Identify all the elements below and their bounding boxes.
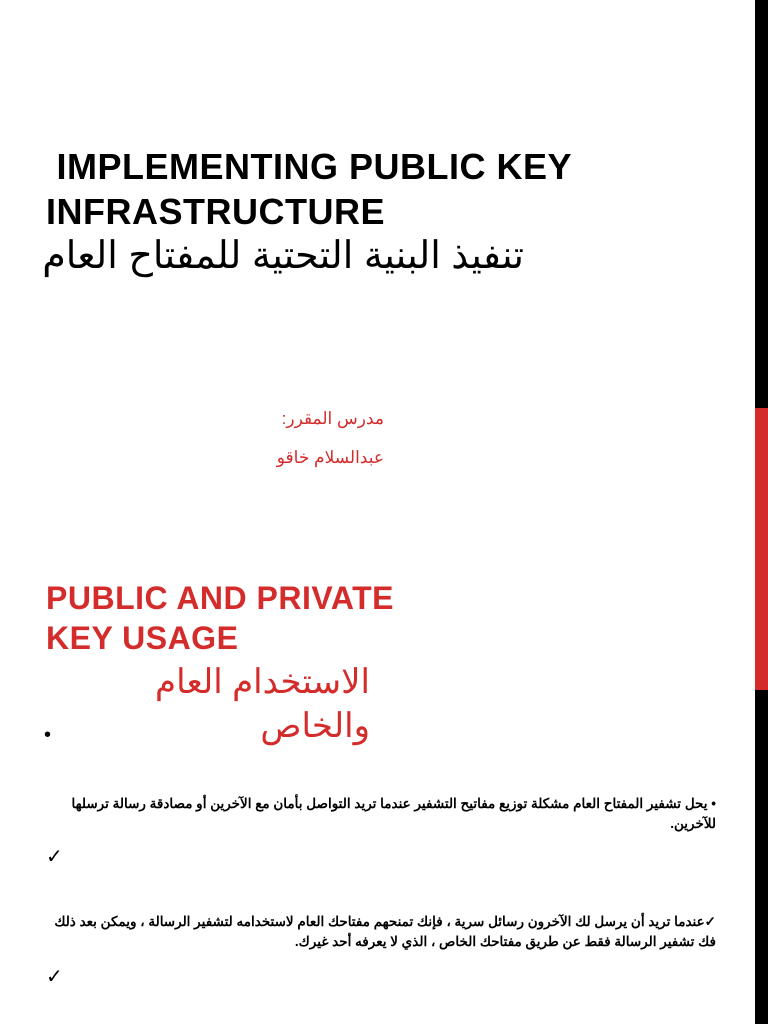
right-edge-accent [755,408,768,690]
slide2-title [46,578,546,658]
slide1-title-arabic: تنفيذ البنية التحتية للمفتاح العام [42,235,524,277]
slide2-title-arabic: الاستخدام العام والخاص [155,663,370,745]
empty-bullet: • [44,724,52,746]
check-mark-icon: ✓ [46,966,63,988]
paragraph-secret-messages: ✓عندما تريد أن يرسل لك الآخرون رسائل سرية ، فإنك تمنحهم مفتاحك العام لاستخدامه لتشفير الرسالة ، ويمكن بعد ذلك فك تشفير الرسالة فقط عن طريق مفتاحك الخاص ، الذي لا يعرفه أحد غيرك. [54,914,716,949]
slide1-title-english: IMPLEMENTING PUBLIC KEY INFRASTRUCTURE [46,146,573,232]
instructor-name: عبدالسلام خاقو [276,448,384,467]
right-edge-bar [755,0,768,1024]
slide2-title-line2: KEY USAGE [46,620,239,656]
check-mark-icon: ✓ [46,846,63,868]
slide2-title-line1: PUBLIC AND PRIVATE [46,580,394,616]
instructor-label: مدرس المقرر: [281,409,384,428]
paragraph-public-key-distribution: • يحل تشفير المفتاح العام مشكلة توزيع مفاتيح التشفير عندما تريد التواصل بأمان مع الآخرين أو مصادقة رسالة ترسلها للآخرين. [71,796,716,831]
